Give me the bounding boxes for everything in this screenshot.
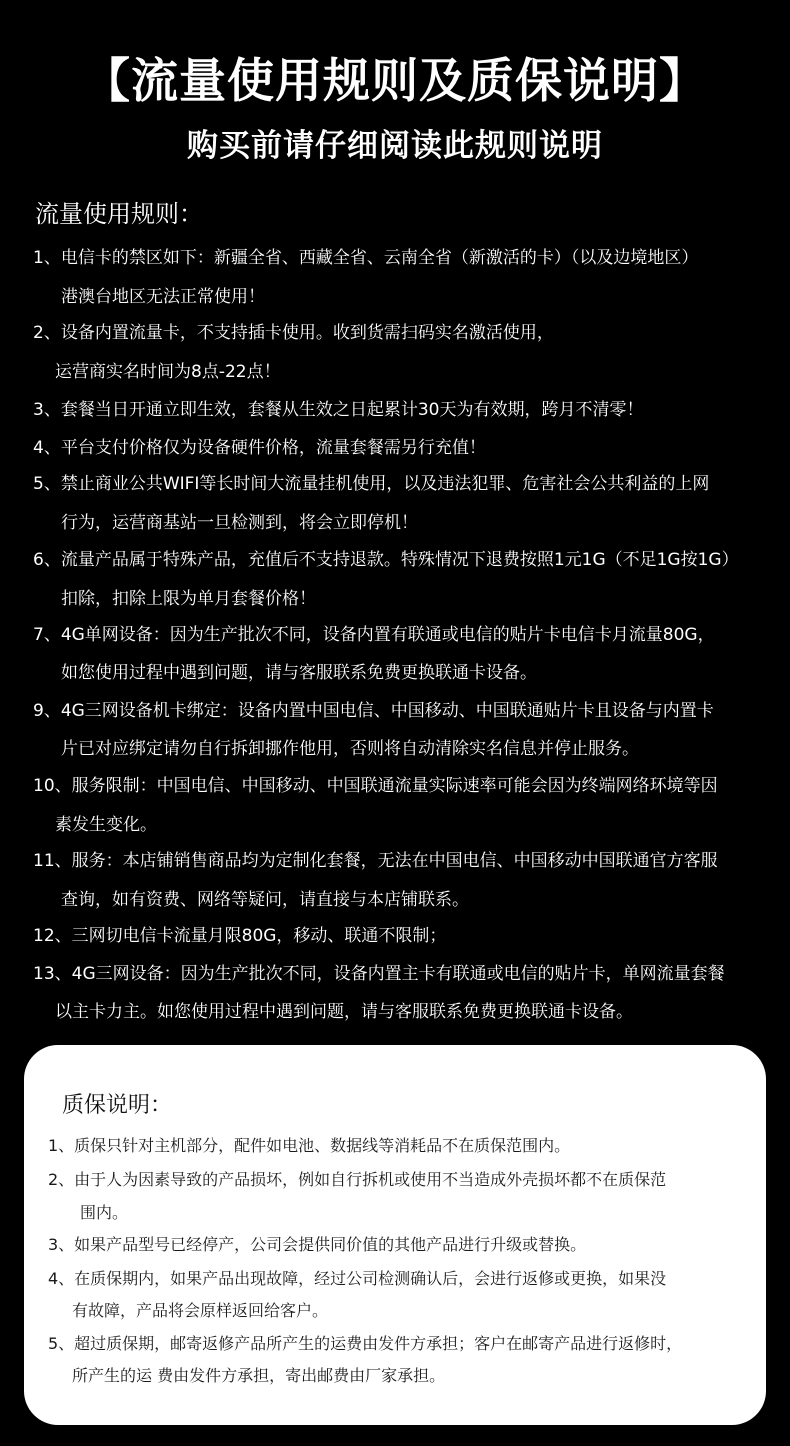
rule-line: 查询，如有资费、网络等疑问，请直接与本店铺联系。 [61, 890, 469, 910]
warranty-card [24, 1045, 766, 1425]
rule-line: 3、套餐当日开通立即生效，套餐从生效之日起累计30天为有效期，跨月不清零！ [33, 400, 644, 420]
rule-line: 1、电信卡的禁区如下：新疆全省、西藏全省、云南全省（新激活的卡）（以及边境地区） [33, 248, 699, 268]
page-title: 【流量使用规则及质保说明】 [83, 54, 707, 109]
rule-line: 行为，运营商基站一旦检测到，将会立即停机！ [61, 513, 418, 533]
warranty-line: 2、由于人为因素导致的产品损坏，例如自行拆机或使用不当造成外壳损坏都不在质保范 [48, 1170, 667, 1189]
rule-line: 5、禁止商业公共WIFI等长时间大流量挂机使用，以及违法犯罪、危害社会公共利益的上网 [33, 474, 710, 494]
rule-line: 扣除，扣除上限为单月套餐价格！ [61, 589, 316, 609]
rule-line: 片已对应绑定请勿自行拆卸挪作他用，否则将自动清除实名信息并停止服务。 [61, 739, 639, 759]
warranty-heading: 质保说明： [62, 1093, 173, 1118]
rule-line: 素发生变化。 [55, 815, 157, 835]
rule-line: 12、三网切电信卡流量月限80G，移动、联通不限制； [33, 926, 447, 946]
rule-line: 6、流量产品属于特殊产品，充值后不支持退款。特殊情况下退费按照1元1G（不足1G按1G） [33, 550, 739, 570]
warranty-line: 围内。 [80, 1203, 129, 1222]
rule-line: 11、服务：本店铺销售商品均为定制化套餐，无法在中国电信、中国移动中国联通官方客服 [33, 851, 718, 871]
rule-line: 7、4G单网设备：因为生产批次不同，设备内置有联通或电信的贴片卡电信卡月流量80G， [33, 625, 715, 645]
rule-line: 以主卡力主。如您使用过程中遇到问题，请与客服联系免费更换联通卡设备。 [55, 1002, 633, 1022]
rule-line: 13、4G三网设备：因为生产批次不同，设备内置主卡有联通或电信的贴片卡，单网流量套餐 [33, 964, 725, 984]
rule-line: 2、设备内置流量卡，不支持插卡使用。收到货需扫码实名激活使用， [33, 323, 554, 343]
warranty-line: 3、如果产品型号已经停产，公司会提供同价值的其他产品进行升级或替换。 [48, 1235, 587, 1254]
rule-line: 港澳台地区无法正常使用！ [61, 287, 265, 307]
page-subtitle: 购买前请仔细阅读此规则说明 [187, 128, 603, 164]
warranty-line: 有故障，产品将会原样返回给客户。 [72, 1301, 329, 1320]
rules-heading: 流量使用规则： [35, 200, 203, 228]
rule-line: 10、服务限制：中国电信、中国移动、中国联通流量实际速率可能会因为终端网络环境等因 [33, 776, 718, 796]
rule-line: 9、4G三网设备机卡绑定：设备内置中国电信、中国移动、中国联通贴片卡且设备与内置卡 [33, 701, 714, 721]
warranty-line: 1、质保只针对主机部分，配件如电池、数据线等消耗品不在质保范围内。 [48, 1136, 571, 1155]
rule-line: 如您使用过程中遇到问题，请与客服联系免费更换联通卡设备。 [61, 663, 537, 683]
warranty-line: 4、在质保期内，如果产品出现故障，经过公司检测确认后，会进行返修或更换，如果没 [48, 1269, 667, 1288]
warranty-line: 5、超过质保期，邮寄返修产品所产生的运费由发件方承担；客户在邮寄产品进行返修时， [48, 1334, 683, 1353]
rule-line: 运营商实名时间为8点-22点！ [55, 362, 281, 382]
rule-line: 4、平台支付价格仅为设备硬件价格，流量套餐需另行充值！ [33, 438, 486, 458]
warranty-line: 所产生的运 费由发件方承担，寄出邮费由厂家承担。 [72, 1366, 446, 1385]
